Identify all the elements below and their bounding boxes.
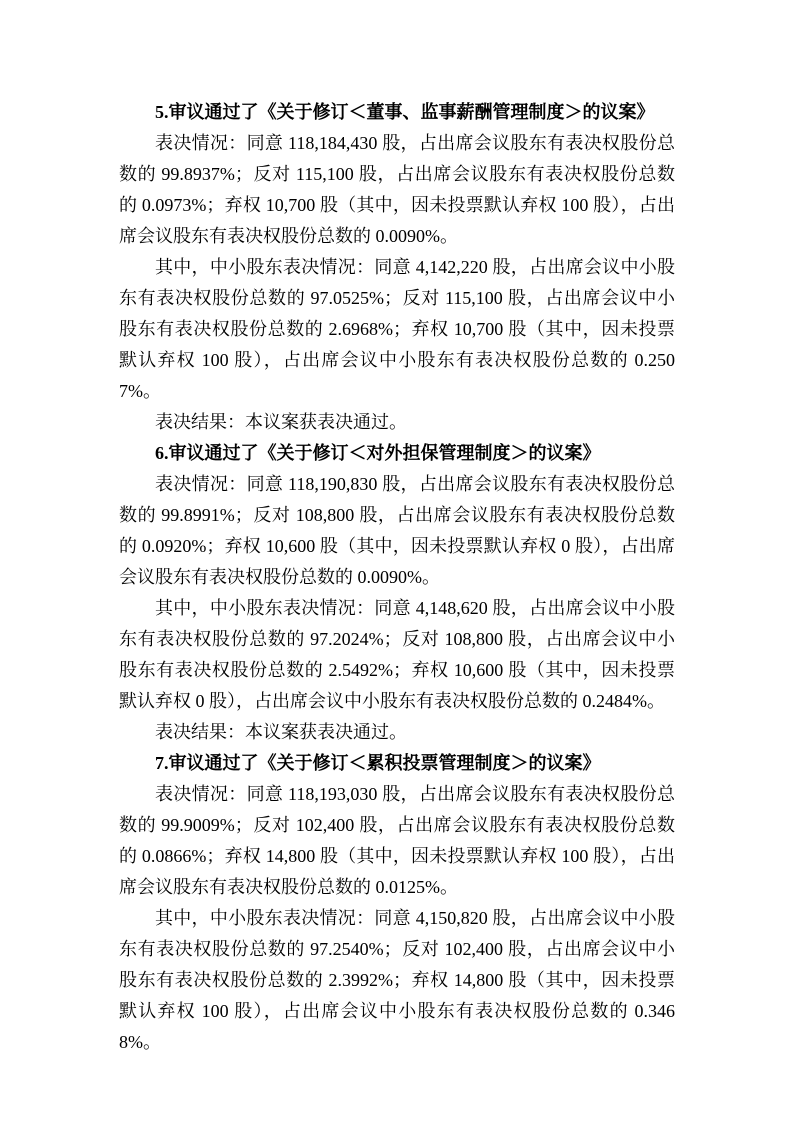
proposal-7-vote-detail: 表决情况：同意 118,193,030 股，占出席会议股东有表决权股份总数的 99.9009%；反对 102,400 股，占出席会议股东有表决权股份总数的 0.0866%；弃权 14,800 股（其中，因未投票默认弃权 100 股），占出席会议股东有表决权股份总数的 0.0125%。 (119, 784, 675, 897)
proposal-section-7 (119, 748, 675, 1058)
proposal-6-minority-vote-detail: 其中，中小股东表决情况：同意 4,148,620 股，占出席会议中小股东有表决权股份总数的 97.2024%；反对 108,800 股，占出席会议中小股东有表决权股份总数的 2.5492%；弃权 10,600 股（其中，因未投票默认弃权 0 股），占出席会议中小股东有表决权股份总数的 0.2484%。 (119, 598, 675, 711)
proposal-5-heading: 5.审议通过了《关于修订＜董事、监事薪酬管理制度＞的议案》 (155, 102, 655, 122)
proposal-6-vote-result: 表决结果：本议案获表决通过。 (155, 722, 407, 742)
proposal-5-vote-detail: 表决情况：同意 118,184,430 股，占出席会议股东有表决权股份总数的 99.8937%；反对 115,100 股，占出席会议股东有表决权股份总数的 0.0973%；弃权 10,700 股（其中，因未投票默认弃权 100 股），占出席会议股东有表决权股份总数的 0.0090%。 (119, 133, 675, 246)
proposal-7-heading: 7.审议通过了《关于修订＜累积投票管理制度＞的议案》 (155, 753, 601, 773)
proposal-5-minority-vote-detail: 其中，中小股东表决情况：同意 4,142,220 股，占出席会议中小股东有表决权股份总数的 97.0525%；反对 115,100 股，占出席会议中小股东有表决权股份总数的 2.6968%；弃权 10,700 股（其中，因未投票默认弃权 100 股），占出席会议中小股东有表决权股份总数的 0.2507%。 (119, 257, 675, 401)
proposal-6-vote-detail: 表决情况：同意 118,190,830 股，占出席会议股东有表决权股份总数的 99.8991%；反对 108,800 股，占出席会议股东有表决权股份总数的 0.0920%；弃权 10,600 股（其中，因未投票默认弃权 0 股），占出席会议股东有表决权股份总数的 0.0090%。 (119, 474, 675, 587)
proposal-section-5 (119, 97, 675, 438)
proposal-6-heading: 6.审议通过了《关于修订＜对外担保管理制度＞的议案》 (155, 443, 601, 463)
proposal-section-6 (119, 438, 675, 748)
proposal-7-minority-vote-detail: 其中，中小股东表决情况：同意 4,150,820 股，占出席会议中小股东有表决权股份总数的 97.2540%；反对 102,400 股，占出席会议中小股东有表决权股份总数的 2.3992%；弃权 14,800 股（其中，因未投票默认弃权 100 股），占出席会议中小股东有表决权股份总数的 0.3468%。 (119, 908, 675, 1052)
proposal-5-vote-result: 表决结果：本议案获表决通过。 (155, 412, 407, 432)
